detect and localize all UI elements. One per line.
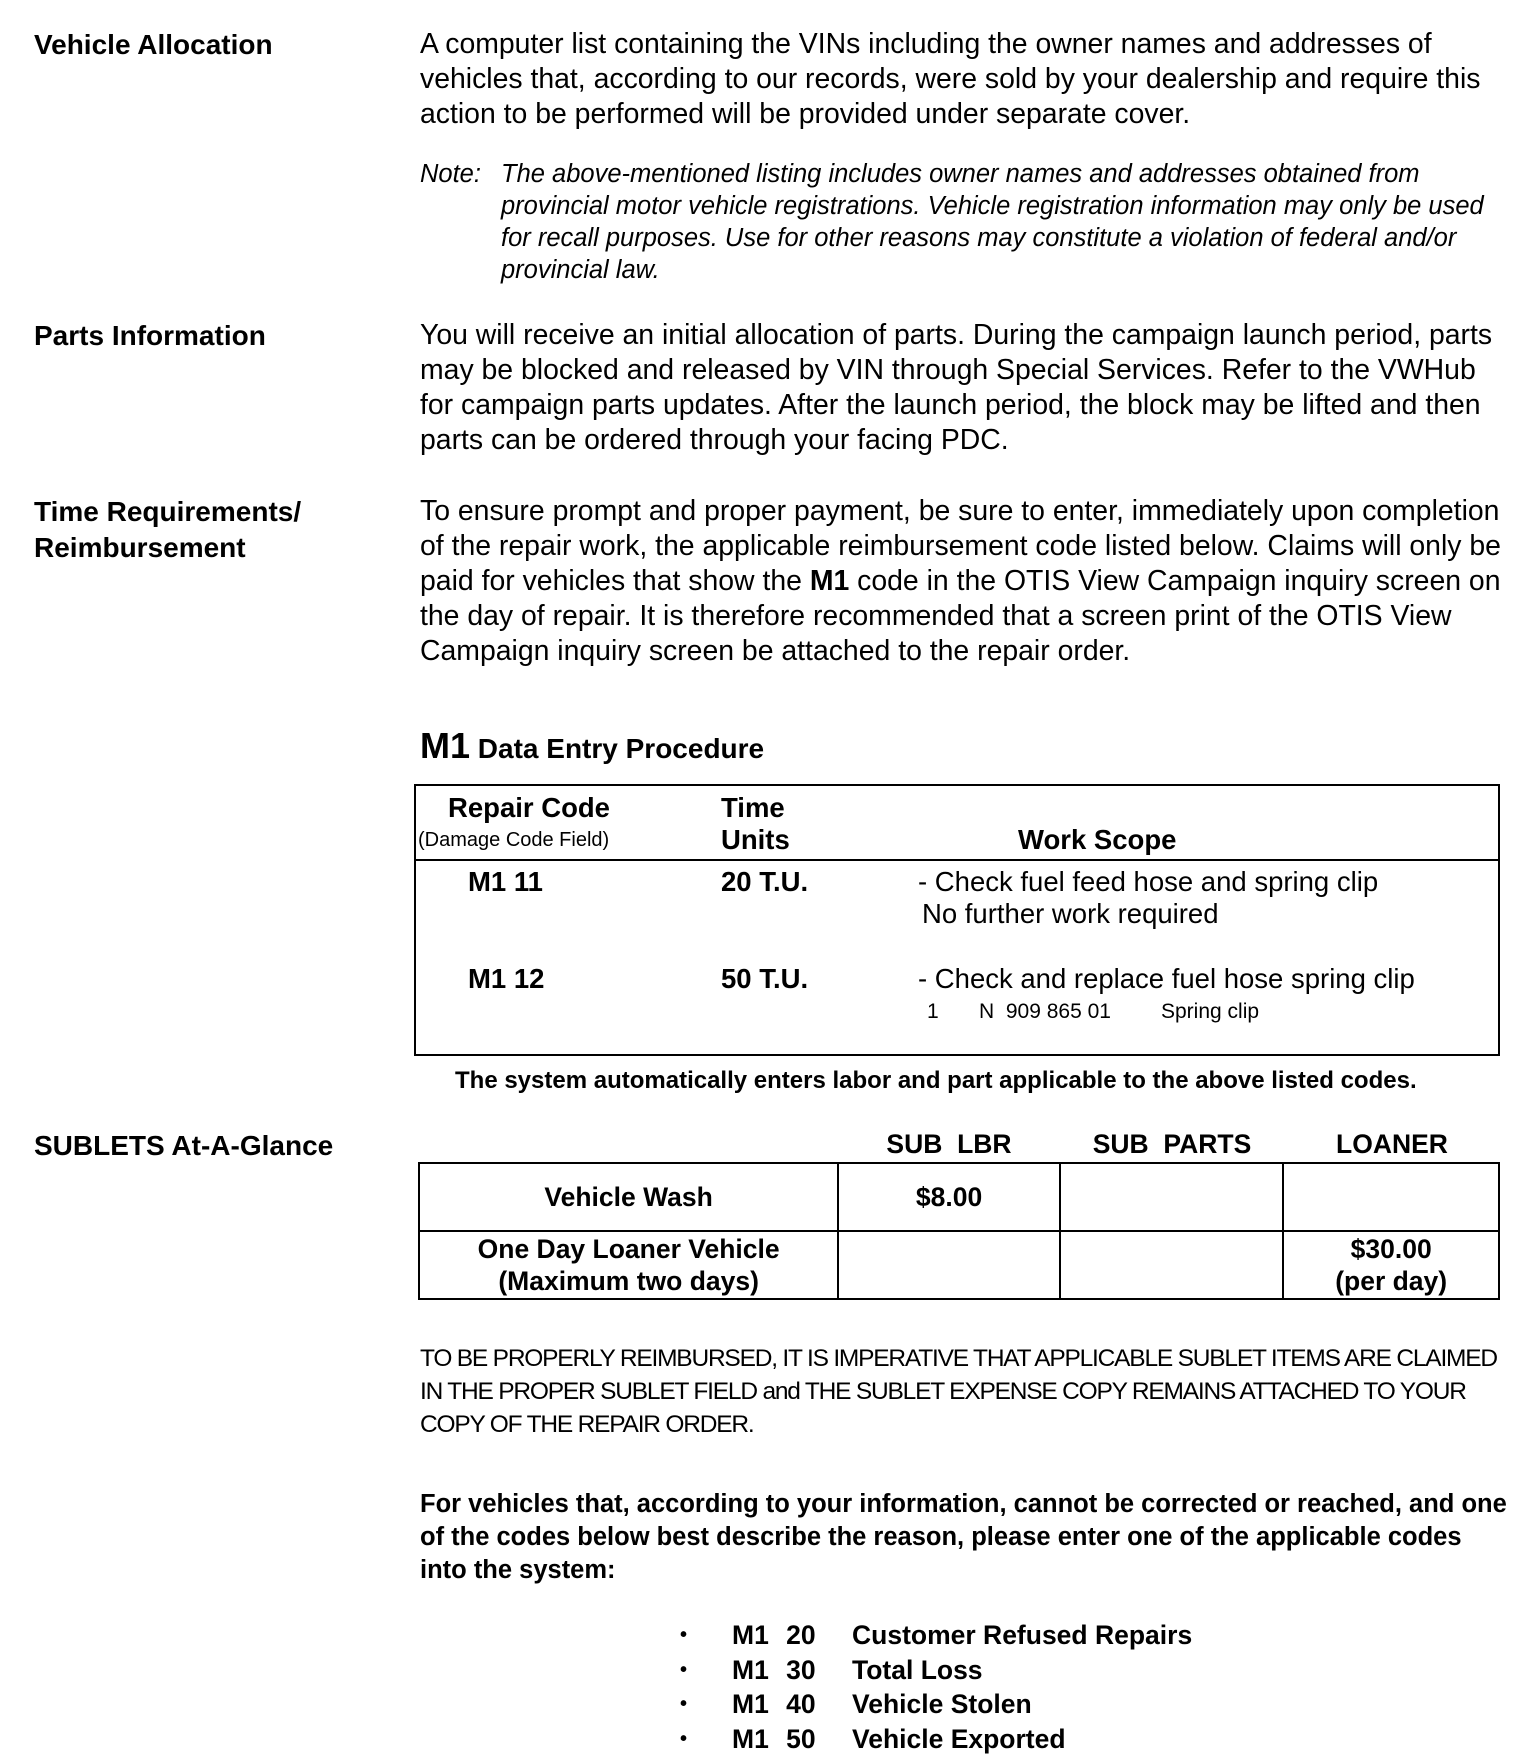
reason-code: M1 40: [732, 1689, 816, 1719]
section-label-time-requirements: [34, 494, 301, 566]
sublet-item-cell: [419, 1231, 838, 1299]
reason-description: Total Loss: [852, 1654, 983, 1685]
repair-code-table: [414, 784, 1500, 1056]
reason-code: M1 30: [732, 1654, 816, 1685]
m1-procedure-title: [420, 726, 764, 769]
sub-parts-cell: [1060, 1231, 1283, 1299]
loaner-cell: [1283, 1231, 1499, 1299]
note-label: Note:: [420, 160, 481, 188]
m1-title-text: Data Entry Procedure: [477, 733, 765, 764]
reason-code: M1 20: [732, 1620, 816, 1650]
bullet-icon: •: [680, 1727, 688, 1750]
work-scope-detail: No further work required: [922, 898, 1219, 929]
loaner-cell: [1283, 1163, 1499, 1231]
reason-description: Vehicle Exported: [852, 1723, 1066, 1754]
bullet-icon: •: [680, 1658, 688, 1681]
uncorrectable-intro: For vehicles that, according to your information, cannot be corrected or reached, and one of the codes below best describe the reason, please enter one of the applicable codes into the system:: [420, 1490, 1507, 1584]
repair-code-cell: M1 11: [468, 866, 543, 897]
m1-code-inline: M1: [809, 565, 850, 597]
work-scope-cell: - Check fuel feed hose and spring clip: [918, 866, 1379, 897]
header-time: Time: [721, 792, 785, 823]
text-run: To ensure prompt and proper payment, be sure to enter, immediately upon completion of the repair work, the applicable reimbursement code listed below. Claims will only be paid for vehicles that show the: [420, 495, 1501, 597]
parts-information-text: You will receive an initial allocation of parts. During the campaign launch period, parts may be blocked and released by VIN through Special Services. Refer to the VWHub for campaign parts updates. After the launch period, the block may be lifted and then parts can be ordered through your facing PDC.: [420, 319, 1493, 456]
label-line: Reimbursement: [34, 532, 246, 563]
reason-description: Customer Refused Repairs: [852, 1620, 1193, 1650]
header-damage-code-field: (Damage Code Field): [418, 829, 610, 851]
work-scope-cell: - Check and replace fuel hose spring clip: [918, 963, 1415, 994]
section-label-sublets: SUBLETS At-A-Glance: [34, 1130, 334, 1161]
reason-description: Vehicle Stolen: [852, 1689, 1032, 1719]
vehicle-registration-note: [420, 158, 1500, 286]
sub-parts-cell: [1060, 1163, 1283, 1231]
sublet-reimbursement-notice: TO BE PROPERLY REIMBURSED, IT IS IMPERATIVE THAT APPLICABLE SUBLET ITEMS ARE CLAIMED IN THE PROPER SUBLET FIELD and THE SUBLET EXPENSE COPY REMAINS ATTACHED TO YOUR COPY OF THE REPAIR ORDER.: [420, 1345, 1497, 1438]
part-name: Spring clip: [1161, 1000, 1260, 1023]
vehicle-allocation-text: A computer list containing the VINs including the owner names and addresses of vehicles that, according to our records, were sold by your dealership and require this action to be performed will be provided under separate cover.: [420, 28, 1481, 130]
time-units-cell: 50 T.U.: [721, 963, 809, 994]
sublet-column-sub-lbr: SUB LBR: [886, 1129, 1012, 1159]
sublet-column-loaner: LOANER: [1336, 1129, 1448, 1159]
reason-code: M1 50: [732, 1723, 816, 1754]
m1-footnote: The system automatically enters labor and part applicable to the above listed codes.: [455, 1067, 1417, 1094]
table-row: [419, 1231, 1499, 1299]
part-number: N 909 865 01: [979, 1000, 1111, 1023]
part-quantity: 1: [927, 1000, 939, 1023]
table-row: [419, 1163, 1499, 1231]
bullet-icon: •: [680, 1693, 688, 1715]
section-label-vehicle-allocation: Vehicle Allocation: [34, 29, 273, 60]
section-label-parts-information: Parts Information: [34, 320, 266, 351]
label-line: Time Requirements/: [34, 496, 302, 527]
note-text: The above-mentioned listing includes owner names and addresses obtained from provincial motor vehicle registrations. Vehicle registration information may only be used for recall purposes. Use for other reasons may constitute a violation of federal and/or provincial law.: [501, 160, 1484, 284]
loaner-amount: $30.00: [1350, 1234, 1432, 1264]
header-divider: [416, 859, 1498, 861]
loaner-unit: (per day): [1335, 1266, 1448, 1296]
time-requirements-text: [420, 494, 1510, 669]
m1-title-code: M1: [420, 725, 471, 766]
item-line: One Day Loaner Vehicle: [477, 1234, 780, 1264]
bullet-icon: •: [680, 1624, 688, 1646]
time-units-cell: 20 T.U.: [721, 866, 809, 897]
header-work-scope: Work Scope: [1018, 824, 1177, 855]
repair-code-cell: M1 12: [468, 963, 545, 994]
sublets-table: [418, 1162, 1500, 1300]
sublet-item-cell: Vehicle Wash: [419, 1163, 838, 1231]
sub-lbr-cell: [838, 1231, 1060, 1299]
header-repair-code: Repair Code: [448, 792, 610, 823]
header-units: Units: [721, 824, 790, 855]
sub-lbr-cell: $8.00: [838, 1163, 1060, 1231]
item-line: (Maximum two days): [498, 1266, 759, 1296]
sublet-column-sub-parts: SUB PARTS: [1092, 1129, 1252, 1159]
text-run: code in the OTIS View Campaign inquiry screen on the day of repair. It is therefore recommended that a screen print of the OTIS View Campaign inquiry screen be attached to the repair order.: [420, 565, 1501, 667]
